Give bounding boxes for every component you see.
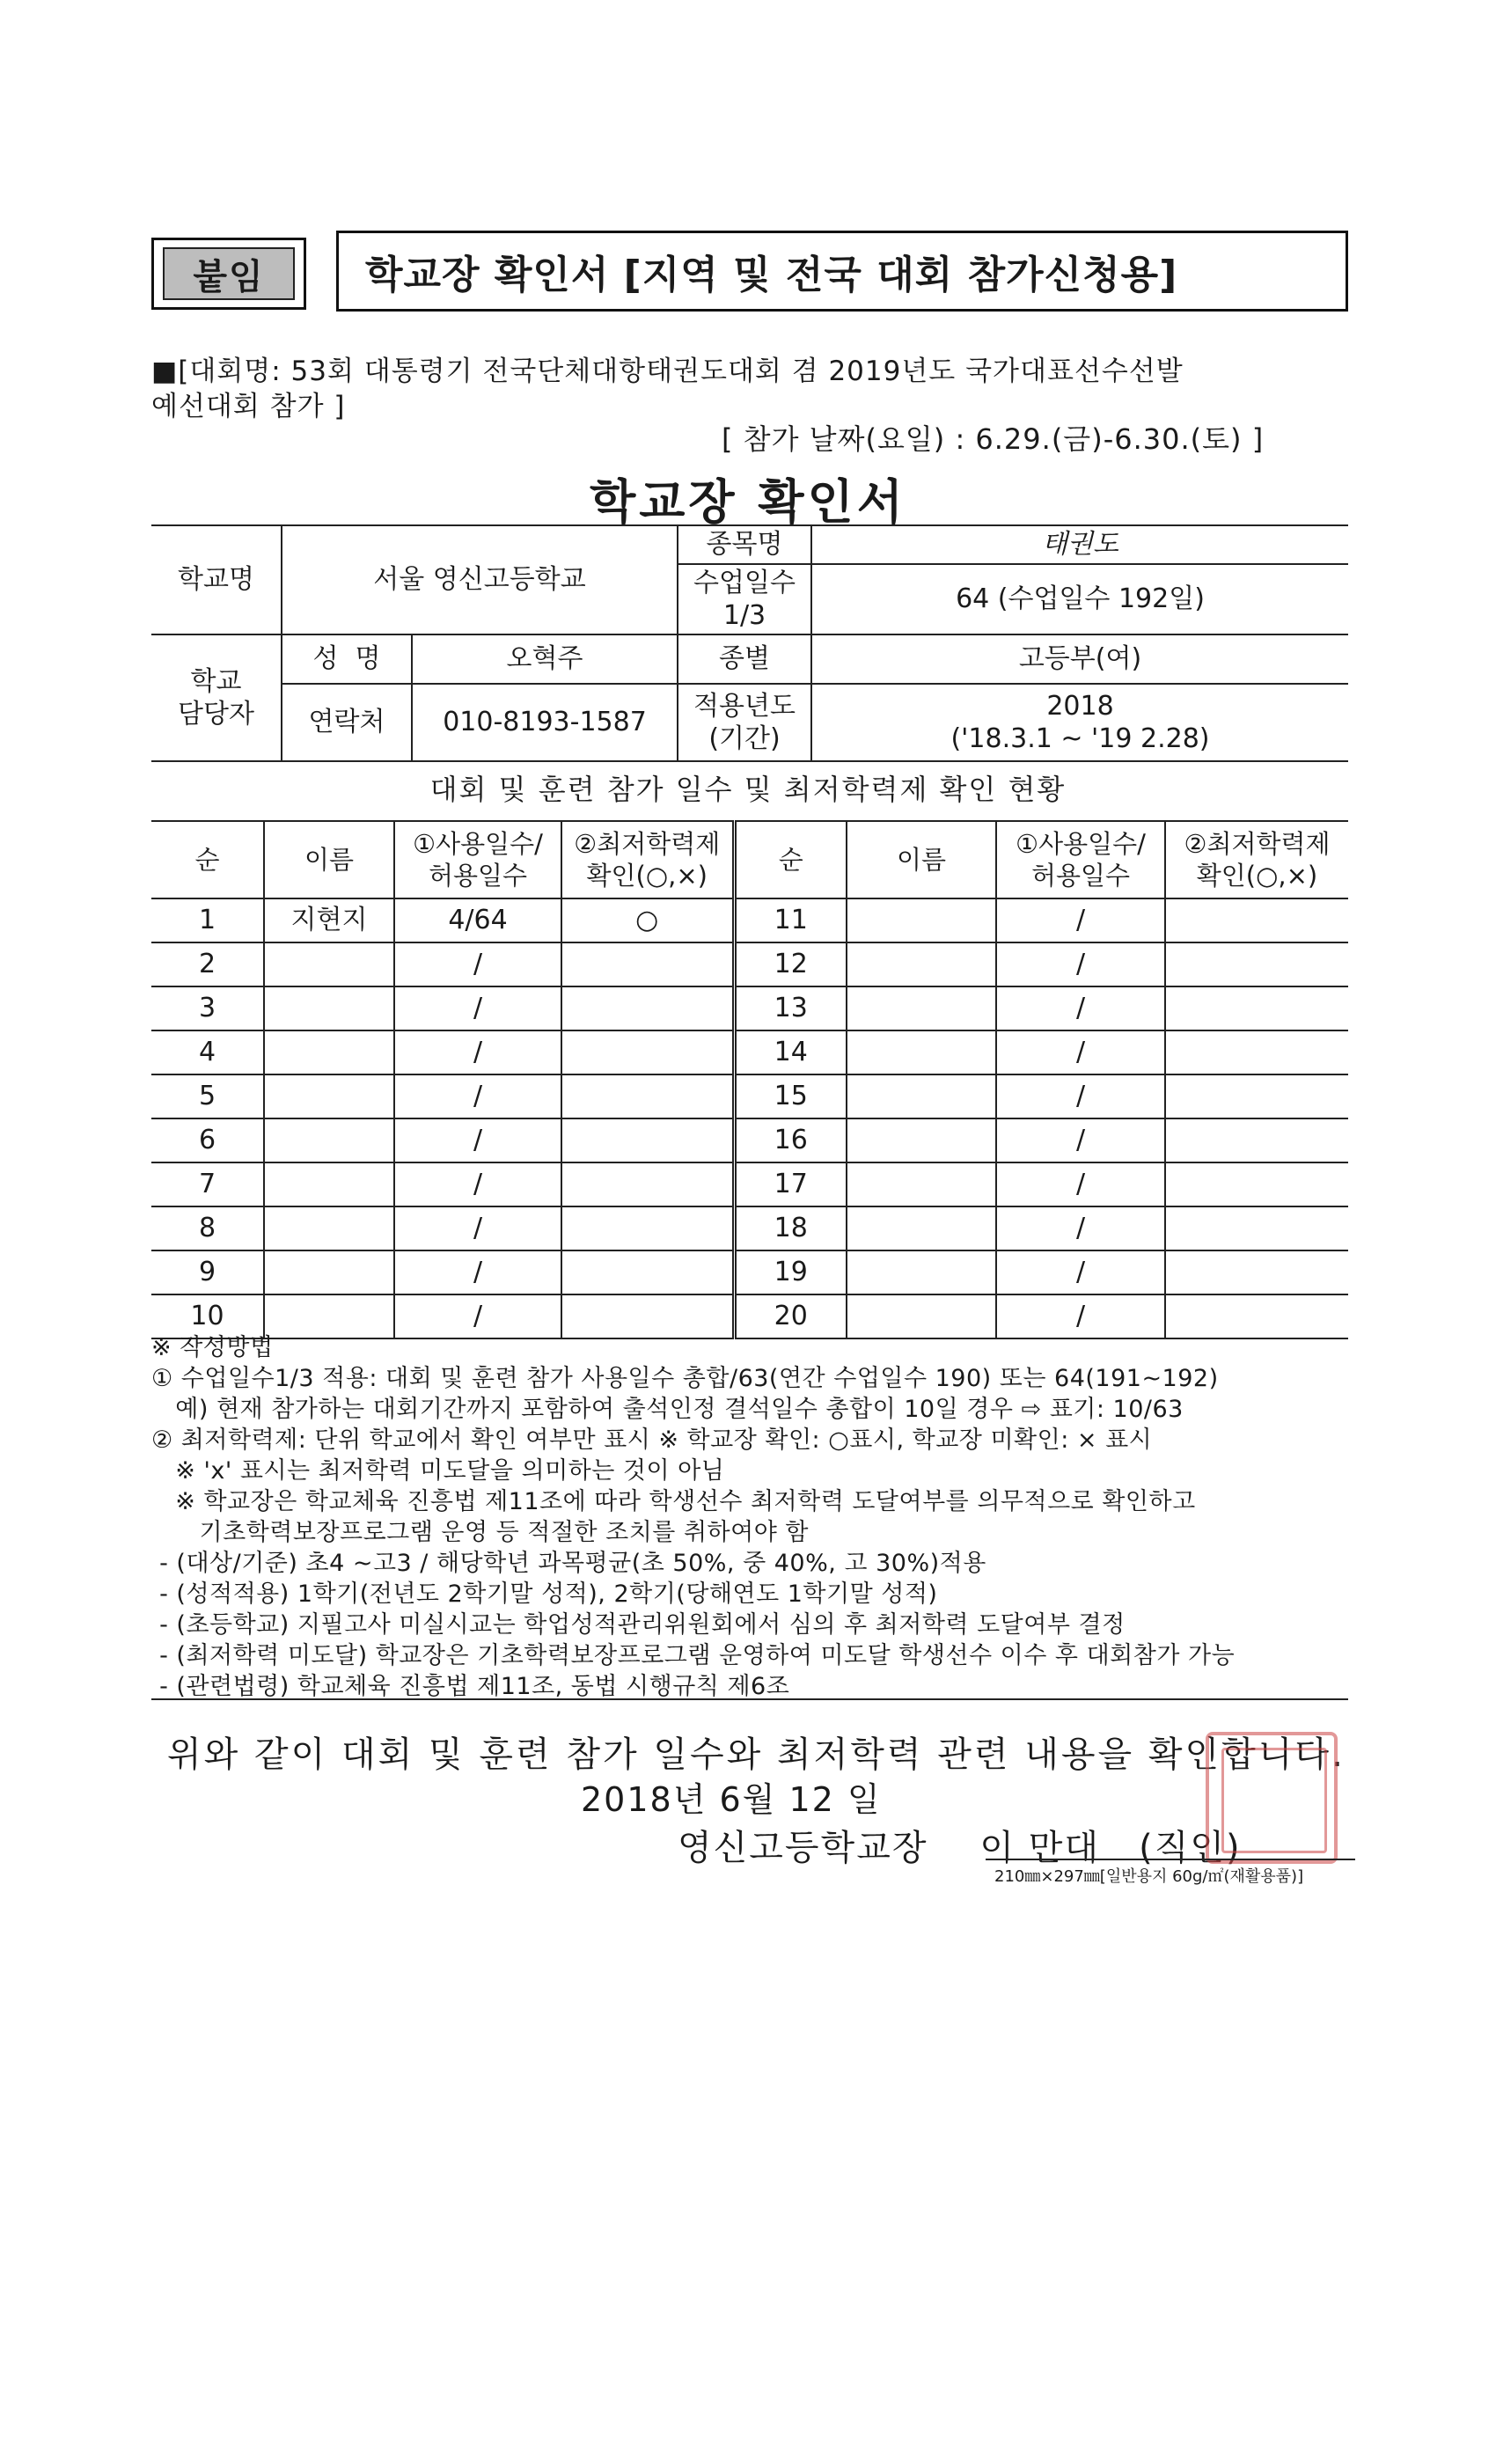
row-seq: 14 (734, 1030, 847, 1074)
row-min-academic (561, 986, 734, 1030)
row-name (264, 1118, 394, 1162)
row-days: / (394, 1030, 561, 1074)
row-min-academic (561, 1250, 734, 1294)
row-days: / (996, 1206, 1165, 1250)
row-seq: 12 (734, 942, 847, 986)
row-seq: 9 (151, 1250, 264, 1294)
row-min-academic (1165, 1250, 1348, 1294)
row-min-academic (561, 1162, 734, 1206)
row-name (264, 1250, 394, 1294)
row-name (847, 1206, 996, 1250)
school-name-value: 서울 영신고등학교 (282, 525, 678, 634)
principal-signature: 영신고등학교장 이 만대 (직인) (678, 1828, 1242, 1868)
row-min-academic: ○ (561, 898, 734, 942)
note-line: - (대상/기준) 초4 ~고3 / 해당학년 과목평균(초 50%, 중 40%, 고 30%)적용 (151, 1550, 986, 1577)
header-seq: 순 (734, 821, 847, 898)
row-seq: 19 (734, 1250, 847, 1294)
row-days: / (996, 1250, 1165, 1294)
status-table-title: 대회 및 훈련 참가 일수 및 최저학력제 확인 현황 (429, 773, 1067, 806)
row-seq: 17 (734, 1162, 847, 1206)
confirmation-statement: 위와 같이 대회 및 훈련 참가 일수와 최저학력 관련 내용을 확인합니다. (167, 1734, 1346, 1775)
main-title: 학교장 확인서 (590, 474, 906, 530)
manager-name-value: 오혁주 (412, 634, 678, 684)
row-seq: 13 (734, 986, 847, 1030)
row-name (264, 1206, 394, 1250)
row-min-academic (1165, 1162, 1348, 1206)
row-days: / (394, 1118, 561, 1162)
event-value: 태권도 (811, 525, 1348, 564)
school-days-label: 수업일수 1/3 (678, 564, 811, 634)
table-row (151, 986, 1348, 1030)
note-line: ① 수업일수1/3 적용: 대회 및 훈련 참가 사용일수 총합/63(연간 수업일수 190) 또는 64(191~192) (151, 1365, 1219, 1392)
row-days: / (996, 1294, 1165, 1338)
row-days: / (996, 898, 1165, 942)
row-min-academic (1165, 1030, 1348, 1074)
row-name (847, 1250, 996, 1294)
row-days: / (394, 1074, 561, 1118)
row-seq: 8 (151, 1206, 264, 1250)
row-days: / (996, 1074, 1165, 1118)
row-name (847, 1118, 996, 1162)
attachment-tag (151, 238, 306, 310)
note-line: - (성적적용) 1학기(전년도 2학기말 성적), 2학기(당해연도 1학기말 성적) (151, 1580, 938, 1608)
row-name (264, 1162, 394, 1206)
row-days: / (394, 986, 561, 1030)
row-seq: 6 (151, 1118, 264, 1162)
row-seq: 18 (734, 1206, 847, 1250)
row-name (264, 1030, 394, 1074)
official-seal-stamp (1206, 1732, 1338, 1864)
table-row (151, 1030, 1348, 1074)
table-row (151, 1074, 1348, 1118)
row-name (847, 986, 996, 1030)
row-min-academic (561, 1206, 734, 1250)
row-name (264, 1074, 394, 1118)
sign-date: 2018년 6월 12 일 (581, 1780, 882, 1819)
row-days: / (996, 1118, 1165, 1162)
row-seq: 16 (734, 1118, 847, 1162)
row-name (264, 986, 394, 1030)
event-label: 종목명 (678, 525, 811, 564)
category-value: 고등부(여) (811, 634, 1348, 684)
row-name (847, 1030, 996, 1074)
row-seq: 3 (151, 986, 264, 1030)
row-days: / (394, 1206, 561, 1250)
header-min-academic: ②최저학력제 확인(○,×) (1165, 821, 1348, 898)
table-row (151, 1118, 1348, 1162)
row-seq: 7 (151, 1162, 264, 1206)
table-row (151, 1206, 1348, 1250)
divider (986, 1859, 1355, 1860)
table-row (151, 942, 1348, 986)
participation-table (151, 820, 1348, 1339)
table-row (151, 898, 1348, 942)
row-min-academic (561, 942, 734, 986)
note-line: 기초학력보장프로그램 운영 등 적절한 조치를 취하여야 함 (151, 1519, 809, 1546)
note-line: ② 최저학력제: 단위 학교에서 확인 여부만 표시 ※ 학교장 확인: ○표시, 학교장 미확인: × 표시 (151, 1426, 1153, 1454)
writing-guide (151, 1332, 1366, 1702)
note-line: - (관련법령) 학교체육 진흥법 제11조, 동법 시행규칙 제6조 (151, 1673, 790, 1700)
manager-contact-value: 010-8193-1587 (412, 684, 678, 761)
manager-name-label: 성 명 (282, 634, 412, 684)
header-name: 이름 (264, 821, 394, 898)
row-min-academic (1165, 1118, 1348, 1162)
year-label: 적용년도 (기간) (678, 684, 811, 761)
row-seq: 15 (734, 1074, 847, 1118)
note-line: - (초등학교) 지필고사 미실시교는 학업성적관리위원회에서 심의 후 최저학력 도달여부 결정 (151, 1611, 1126, 1639)
divider (151, 1698, 1348, 1700)
row-days: / (394, 1250, 561, 1294)
school-name-label: 학교명 (151, 525, 282, 634)
note-line: 예) 현재 참가하는 대회기간까지 포함하여 출석인정 결석일수 총합이 10일 경우 ⇨ 표기: 10/63 (151, 1396, 1184, 1423)
year-value: 2018 ('18.3.1 ~ '19 2.28) (811, 684, 1348, 761)
row-days: / (996, 986, 1165, 1030)
header-min-academic: ②최저학력제 확인(○,×) (561, 821, 734, 898)
manager-contact-label: 연락처 (282, 684, 412, 761)
competition-name-line-2: 예선대회 참가 ] (151, 391, 346, 422)
row-name (847, 898, 996, 942)
note-line: ※ 학교장은 학교체육 진흥법 제11조에 따라 학생선수 최저학력 도달여부를 의무적으로 확인하고 (151, 1488, 1196, 1515)
header-days: ①사용일수/ 허용일수 (394, 821, 561, 898)
row-name (847, 942, 996, 986)
school-info-table (151, 524, 1348, 762)
participation-date: [ 참가 날짜(요일) : 6.29.(금)-6.30.(토) ] (722, 422, 1265, 456)
row-days: / (996, 1162, 1165, 1206)
row-min-academic (561, 1074, 734, 1118)
row-name (847, 1162, 996, 1206)
header-name: 이름 (847, 821, 996, 898)
row-seq: 4 (151, 1030, 264, 1074)
header-days: ①사용일수/ 허용일수 (996, 821, 1165, 898)
row-min-academic (1165, 1206, 1348, 1250)
row-days: / (996, 942, 1165, 986)
row-days: 4/64 (394, 898, 561, 942)
row-min-academic (561, 1030, 734, 1074)
note-line: ※ 작성방법 (151, 1334, 274, 1361)
row-name (847, 1074, 996, 1118)
paper-spec: 210㎜×297㎜[일반용지 60g/㎡(재활용품)] (994, 1867, 1304, 1886)
category-label: 종별 (678, 634, 811, 684)
note-line: ※ 'x' 표시는 최저학력 미도달을 의미하는 것이 아님 (151, 1457, 725, 1485)
row-seq: 10 (151, 1294, 264, 1338)
table-row (151, 1162, 1348, 1206)
row-seq: 11 (734, 898, 847, 942)
document-header-title: 학교장 확인서 [지역 및 전국 대회 참가신청용] (336, 231, 1348, 312)
school-days-value: 64 (수업일수 192일) (811, 564, 1348, 634)
competition-name-line-1: ■[대회명: 53회 대통령기 전국단체대항태권도대회 겸 2019년도 국가대표선수선발 (151, 356, 1184, 387)
row-min-academic (561, 1118, 734, 1162)
header-seq: 순 (151, 821, 264, 898)
note-line: - (최저학력 미도달) 학교장은 기초학력보장프로그램 운영하여 미도달 학생선수 이수 후 대회참가 가능 (151, 1642, 1236, 1669)
row-min-academic (1165, 986, 1348, 1030)
row-min-academic (1165, 1074, 1348, 1118)
row-days: / (394, 942, 561, 986)
table-row (151, 1250, 1348, 1294)
row-name (264, 942, 394, 986)
row-seq: 1 (151, 898, 264, 942)
row-min-academic (1165, 942, 1348, 986)
row-days: / (394, 1294, 561, 1338)
row-seq: 2 (151, 942, 264, 986)
manager-label: 학교 담당자 (151, 634, 282, 761)
row-seq: 20 (734, 1294, 847, 1338)
row-min-academic (1165, 898, 1348, 942)
attachment-tag-label: 붙임 (163, 247, 295, 300)
row-days: / (394, 1162, 561, 1206)
row-name: 지현지 (264, 898, 394, 942)
row-days: / (996, 1030, 1165, 1074)
row-seq: 5 (151, 1074, 264, 1118)
